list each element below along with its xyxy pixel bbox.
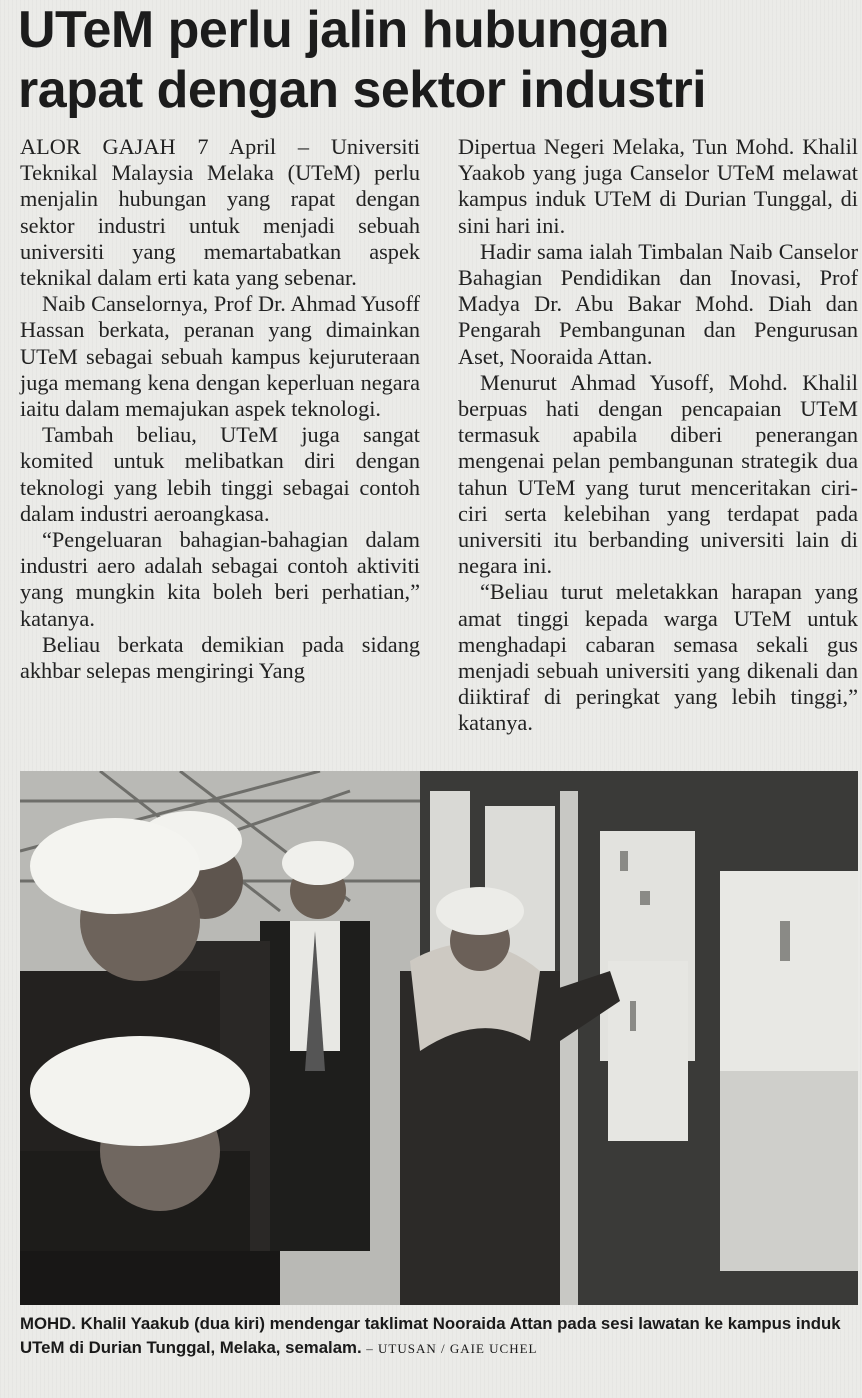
paragraph: Menurut Ahmad Yusoff, Mohd. Khalil berpuas hati dengan pencapaian UTeM termasuk apabila diberi penerangan mengenai pelan pembangunan strategik dua tahun UTeM yang turut menceritakan ciri-ciri serta kelebihan yang terdapat pada universiti itu berbanding universiti lain di negara ini. <box>458 369 858 579</box>
photo-illustration <box>20 771 858 1305</box>
paragraph: “Beliau turut meletakkan harapan yang amat tinggi kepada warga UTeM untuk menghadapi cabaran semasa sekali gus menjadi sebuah universiti yang dikenali dan diiktiraf di peringkat yang lebih tinggi,” katanya. <box>458 579 858 736</box>
paragraph: Beliau berkata demikian pada sidang akhbar selepas mengiringi Yang <box>20 631 420 684</box>
paragraph: Hadir sama ialah Timbalan Naib Canselor Bahagian Pendidikan dan Inovasi, Prof Madya Dr. Abu Bakar Mohd. Diah dan Pengarah Pembangunan dan Pengurusan Aset, Nooraida Attan. <box>458 238 858 369</box>
paragraph: Dipertua Negeri Melaka, Tun Mohd. Khalil Yaakob yang juga Canselor UTeM melawat kampus induk UTeM di Durian Tunggal, di sini hari ini. <box>458 134 858 238</box>
photo-caption <box>20 1312 855 1361</box>
paragraph: ALOR GAJAH 7 April – Universiti Teknikal Malaysia Melaka (UTeM) perlu menjalin hubungan yang rapat dengan sektor industri untuk menjadi sebuah universiti yang memartabatkan aspek teknikal dalam erti kata yang sebenar. <box>20 134 420 291</box>
headline-line-2: rapat dengan sektor industri <box>18 61 707 119</box>
photo-credit: – UTUSAN / GAIE UCHEL <box>366 1341 538 1356</box>
news-photo <box>20 771 858 1305</box>
paragraph: Naib Canselornya, Prof Dr. Ahmad Yusoff Hassan berkata, peranan yang dimainkan UTeM sebagai sebuah kampus kejuruteraan juga memang kena dengan keperluan negara iaitu dalam memajukan aspek teknologi. <box>20 291 420 422</box>
article-column-right <box>458 134 858 737</box>
paragraph: Tambah beliau, UTeM juga sangat komited untuk melibatkan diri dengan teknologi yang lebih tinggi sebagai contoh dalam industri aeroangkasa. <box>20 422 420 526</box>
caption-text: MOHD. Khalil Yaakub (dua kiri) mendengar taklimat Nooraida Attan pada sesi lawatan ke kampus induk UTeM di Durian Tunggal, Melaka, semalam. <box>20 1314 841 1357</box>
article-column-left <box>20 134 420 684</box>
headline <box>18 0 848 120</box>
headline-line-1: UTeM perlu jalin hubungan <box>18 1 669 59</box>
paragraph: “Pengeluaran bahagian-bahagian dalam industri aero adalah sebagai contoh aktiviti yang mungkin kita boleh beri perhatian,” katanya. <box>20 527 420 631</box>
